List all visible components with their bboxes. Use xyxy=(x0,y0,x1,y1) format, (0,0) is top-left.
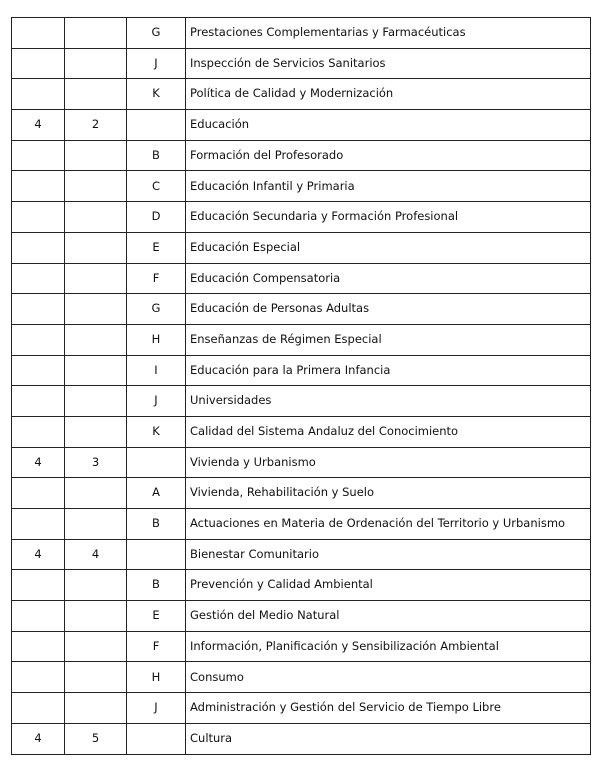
function-code-cell: 4 xyxy=(12,447,65,478)
subfunction-code-cell xyxy=(65,631,127,662)
program-letter-cell: J xyxy=(127,693,186,724)
table-row xyxy=(12,693,591,724)
subfunction-code-cell xyxy=(65,263,127,294)
subfunction-code-cell xyxy=(65,324,127,355)
function-code-cell xyxy=(12,693,65,724)
function-code-cell xyxy=(12,662,65,693)
program-letter-cell: I xyxy=(127,355,186,386)
subfunction-code-cell xyxy=(65,79,127,110)
function-code-cell xyxy=(12,202,65,233)
program-letter-cell: J xyxy=(127,48,186,79)
description-cell: Educación Infantil y Primaria xyxy=(186,171,591,202)
function-code-cell xyxy=(12,570,65,601)
function-code-cell: 4 xyxy=(12,723,65,754)
program-letter-cell: F xyxy=(127,631,186,662)
description-cell: Enseñanzas de Régimen Especial xyxy=(186,324,591,355)
table-row xyxy=(12,110,591,141)
program-letter-cell: F xyxy=(127,263,186,294)
description-cell: Bienestar Comunitario xyxy=(186,539,591,570)
table-row xyxy=(12,539,591,570)
description-cell: Política de Calidad y Modernización xyxy=(186,79,591,110)
function-code-cell xyxy=(12,18,65,49)
description-cell: Consumo xyxy=(186,662,591,693)
table-row xyxy=(12,601,591,632)
description-cell: Información, Planificación y Sensibilización Ambiental xyxy=(186,631,591,662)
program-letter-cell: E xyxy=(127,601,186,632)
program-letter-cell: G xyxy=(127,294,186,325)
table-row xyxy=(12,263,591,294)
program-letter-cell xyxy=(127,723,186,754)
function-code-cell xyxy=(12,509,65,540)
function-code-cell: 4 xyxy=(12,110,65,141)
program-letter-cell: H xyxy=(127,662,186,693)
description-cell: Educación Compensatoria xyxy=(186,263,591,294)
function-code-cell xyxy=(12,263,65,294)
program-letter-cell: K xyxy=(127,79,186,110)
program-letter-cell: A xyxy=(127,478,186,509)
subfunction-code-cell xyxy=(65,294,127,325)
table-row xyxy=(12,202,591,233)
table-row xyxy=(12,79,591,110)
subfunction-code-cell: 4 xyxy=(65,539,127,570)
description-cell: Actuaciones en Materia de Ordenación del Territorio y Urbanismo xyxy=(186,509,591,540)
description-cell: Cultura xyxy=(186,723,591,754)
table-row xyxy=(12,631,591,662)
subfunction-code-cell xyxy=(65,478,127,509)
description-cell: Educación Especial xyxy=(186,232,591,263)
function-code-cell xyxy=(12,386,65,417)
table-row xyxy=(12,386,591,417)
table-row xyxy=(12,232,591,263)
table-row xyxy=(12,294,591,325)
function-code-cell xyxy=(12,478,65,509)
description-cell: Inspección de Servicios Sanitarios xyxy=(186,48,591,79)
program-letter-cell xyxy=(127,110,186,141)
subfunction-code-cell: 2 xyxy=(65,110,127,141)
program-letter-cell: H xyxy=(127,324,186,355)
program-letter-cell: K xyxy=(127,416,186,447)
subfunction-code-cell xyxy=(65,355,127,386)
description-cell: Educación xyxy=(186,110,591,141)
function-code-cell xyxy=(12,601,65,632)
function-code-cell xyxy=(12,171,65,202)
subfunction-code-cell xyxy=(65,48,127,79)
function-code-cell xyxy=(12,140,65,171)
table-row xyxy=(12,723,591,754)
table-row xyxy=(12,662,591,693)
function-code-cell xyxy=(12,79,65,110)
function-code-cell: 4 xyxy=(12,539,65,570)
program-letter-cell: B xyxy=(127,509,186,540)
subfunction-code-cell xyxy=(65,662,127,693)
description-cell: Vivienda y Urbanismo xyxy=(186,447,591,478)
description-cell: Gestión del Medio Natural xyxy=(186,601,591,632)
table-row xyxy=(12,140,591,171)
table-row xyxy=(12,355,591,386)
subfunction-code-cell xyxy=(65,202,127,233)
program-letter-cell: B xyxy=(127,140,186,171)
table-row xyxy=(12,478,591,509)
subfunction-code-cell xyxy=(65,693,127,724)
budget-program-table xyxy=(11,17,591,755)
function-code-cell xyxy=(12,355,65,386)
subfunction-code-cell: 5 xyxy=(65,723,127,754)
subfunction-code-cell xyxy=(65,18,127,49)
description-cell: Educación Secundaria y Formación Profesional xyxy=(186,202,591,233)
function-code-cell xyxy=(12,631,65,662)
table-row xyxy=(12,171,591,202)
program-letter-cell xyxy=(127,539,186,570)
program-letter-cell: J xyxy=(127,386,186,417)
subfunction-code-cell xyxy=(65,601,127,632)
function-code-cell xyxy=(12,294,65,325)
description-cell: Prevención y Calidad Ambiental xyxy=(186,570,591,601)
description-cell: Vivienda, Rehabilitación y Suelo xyxy=(186,478,591,509)
description-cell: Prestaciones Complementarias y Farmacéuticas xyxy=(186,18,591,49)
subfunction-code-cell xyxy=(65,570,127,601)
program-letter-cell: C xyxy=(127,171,186,202)
function-code-cell xyxy=(12,416,65,447)
table-row xyxy=(12,447,591,478)
program-letter-cell xyxy=(127,447,186,478)
description-cell: Calidad del Sistema Andaluz del Conocimiento xyxy=(186,416,591,447)
table-row xyxy=(12,509,591,540)
subfunction-code-cell xyxy=(65,171,127,202)
table-row xyxy=(12,48,591,79)
description-cell: Administración y Gestión del Servicio de Tiempo Libre xyxy=(186,693,591,724)
table-row xyxy=(12,570,591,601)
table-row xyxy=(12,416,591,447)
table-row xyxy=(12,18,591,49)
description-cell: Universidades xyxy=(186,386,591,417)
description-cell: Formación del Profesorado xyxy=(186,140,591,171)
subfunction-code-cell xyxy=(65,509,127,540)
program-letter-cell: G xyxy=(127,18,186,49)
description-cell: Educación para la Primera Infancia xyxy=(186,355,591,386)
program-letter-cell: B xyxy=(127,570,186,601)
subfunction-code-cell xyxy=(65,140,127,171)
program-letter-cell: D xyxy=(127,202,186,233)
table-row xyxy=(12,324,591,355)
subfunction-code-cell xyxy=(65,386,127,417)
subfunction-code-cell xyxy=(65,232,127,263)
description-cell: Educación de Personas Adultas xyxy=(186,294,591,325)
program-letter-cell: E xyxy=(127,232,186,263)
table-body xyxy=(12,18,591,755)
function-code-cell xyxy=(12,48,65,79)
subfunction-code-cell xyxy=(65,416,127,447)
function-code-cell xyxy=(12,232,65,263)
function-code-cell xyxy=(12,324,65,355)
subfunction-code-cell: 3 xyxy=(65,447,127,478)
